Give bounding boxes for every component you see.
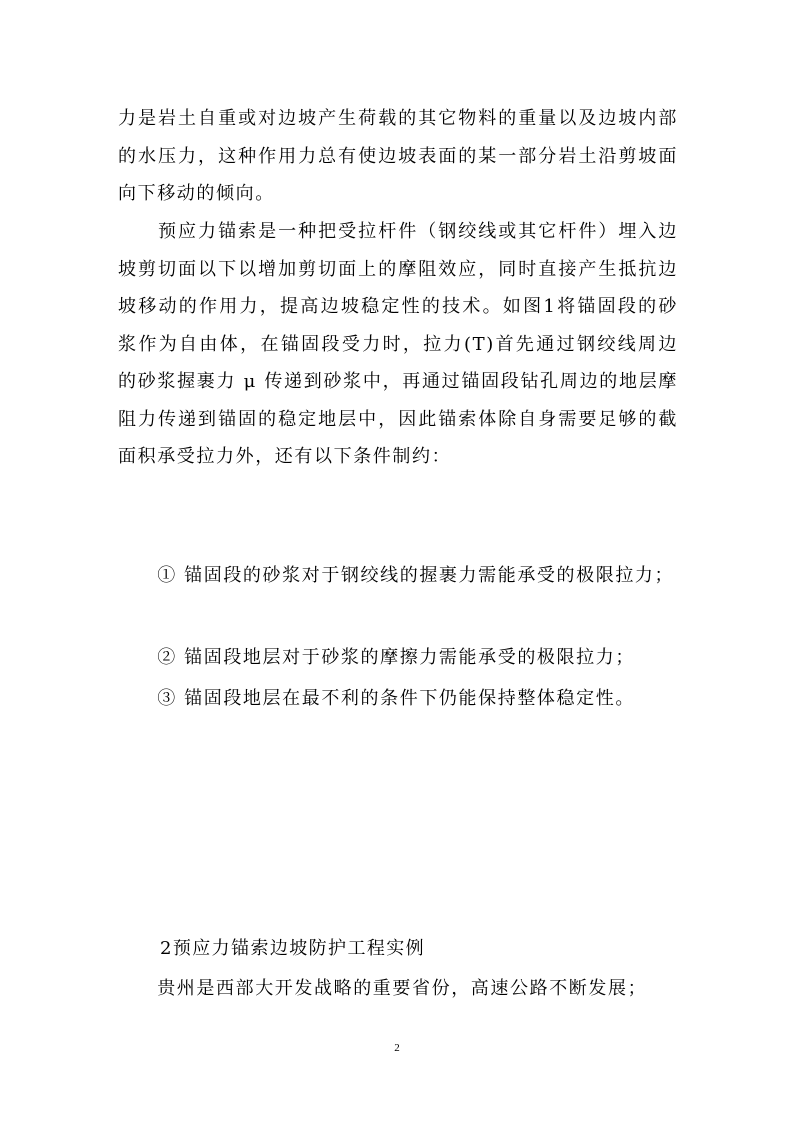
body-paragraph: 贵州是西部大开发战略的重要省份，高速公路不断发展； <box>118 978 648 999</box>
section-heading: 2预应力锚索边坡防护工程实例 <box>160 938 426 959</box>
list-item: ② 锚固段地层对于砂浆的摩擦力需能承受的极限拉力； <box>118 647 635 668</box>
body-paragraph: 力是岩土自重或对边坡产生荷载的其它物料的重量以及边坡内部的水压力，这种作用力总有使边坡表面的某一部分岩土沿剪坡面向下移动的倾向。 <box>118 108 678 204</box>
list-item: ③ 锚固段地层在最不利的条件下仍能保持整体稳定性。 <box>118 688 635 709</box>
body-paragraph: 预应力锚索是一种把受拉杆件（钢绞线或其它杆件）埋入边坡剪切面以下以增加剪切面上的摩阻效应，同时直接产生抵抗边坡移动的作用力，提高边坡稳定性的技术。如图1将锚固段的砂浆作为自由体，在锚固段受力时，拉力(T)首先通过钢绞线周边的砂浆握裹力 μ 传递到砂浆中，再通过锚固段钻孔周边的地层摩阻力传递到锚固的稳定地层中，因此锚索体除自身需要足够的截面积承受拉力外，还有以下条件制约： <box>118 221 678 467</box>
page-number: 2 <box>394 1042 400 1054</box>
list-item: ① 锚固段的砂浆对于钢绞线的握裹力需能承受的极限拉力； <box>118 565 675 586</box>
